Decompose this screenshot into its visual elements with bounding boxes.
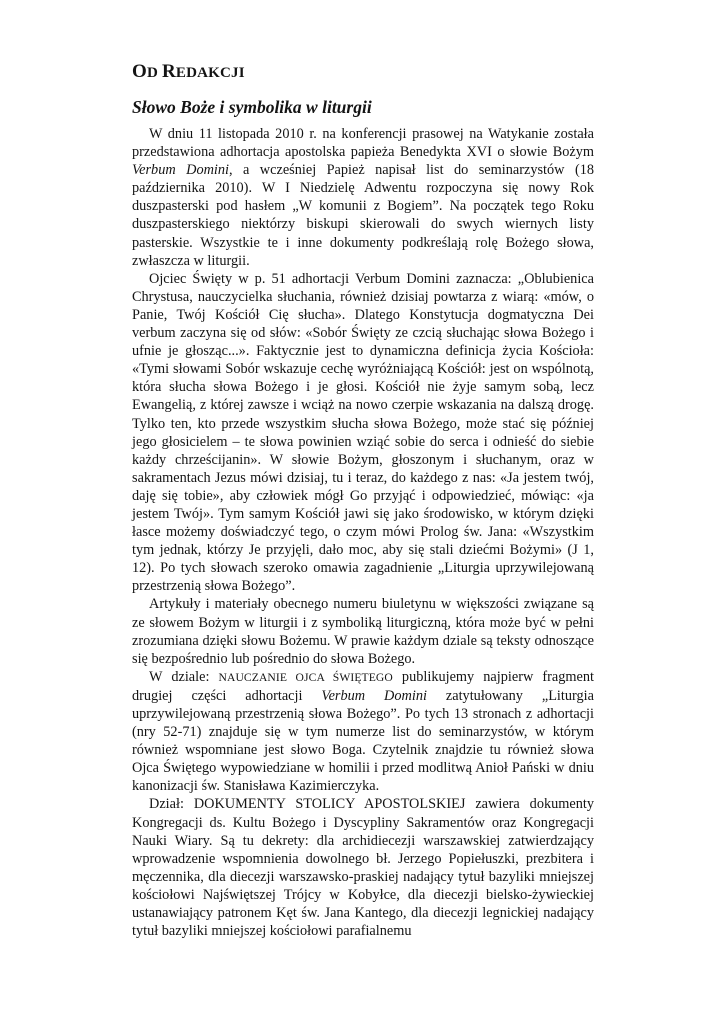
paragraph-4-part-a: W dziale: <box>149 668 219 685</box>
article-body <box>132 125 594 940</box>
paragraph-4 <box>132 668 594 796</box>
paragraph-4-part-b: publikujemy najpierw fragment drugiej części adhortacji <box>132 668 594 704</box>
paragraph-1-part-c: , a wcześniej Papież napisał list do seminarzystów (18 października 2010). W I Niedzielę Adwentu rozpoczyna się nowy Rok duszpasterski pod hasłem „W komunii z Bogiem”. Na początek tego Roku duszpasterskiego niektórzy biskupi skierowali do swych wiernych listy pasterskie. Wszystkie te i inne dokumenty podkreślają rolę Bożego słowa, zwłaszcza w liturgii. <box>132 162 594 269</box>
paragraph-3: Artykuły i materiały obecnego numeru biuletynu w większości związane są ze słowem Bożym w liturgii i z symboliką liturgiczną, która może być w pełni zrozumiana dzięki słowu Bożemu. W prawie każdym dziale są teksty odnoszące się bezpośrednio lub pośrednio do słowa Bożego. <box>132 596 594 667</box>
document-page <box>132 58 594 940</box>
paragraph-1-part-a: W dniu 11 listopada 2010 r. na konferencji prasowej na Watykanie została przedstawiona adhortacja apostolska papieża Benedykta XVI o słowie Bożym <box>132 126 594 161</box>
section-title-rest-2: EDAKCJI <box>175 65 245 81</box>
section-title-rest-1: D <box>146 65 162 81</box>
paragraph-5: Dział: DOKUMENTY STOLICY APOSTOLSKIEJ zawiera dokumenty Kongregacji ds. Kultu Bożego i Dyscypliny Sakramentów oraz Kongregacji Nauki Wiary. Są tu dekrety: dla archidiecezji warszawskiej zatwierdzający wprowadzenie wspomnienia dowolnego bł. Jerzego Popiełuszki, prezbitera i męczennika, dla diecezji warszawsko-praskiej nadający tytuł bazyliki mniejszej kościołowi Najświętszej Trójcy w Kobyłce, dla diecezji bielsko-żywieckiej ustanawiający patronem Kęt św. Jana Kantego, dla diecezji legnickiej nadający tytuł bazyliki mniejszej kościołowi parafialnemu <box>132 796 594 940</box>
paragraph-4-italic: Verbum Domini <box>321 687 427 704</box>
paragraph-4-part-c: zatytułowany „Liturgia uprzywilejowaną przestrzenią słowa Bożego”. Po tych 13 stronach z adhortacji (nry 52-71) znajduje się w tym numerze list do seminarzystów, w którym również wspomniane jest słowo Boga. Czytelnik znajdzie tu również słowa Ojca Świętego wypowiedziane w homilii i przed modlitwą Anioł Pański w dniu kanonizacji św. Stanisława Kazimierczyka. <box>132 687 594 795</box>
paragraph-4-caps: NAUCZANIE OJCA ŚWIĘTEGO <box>218 670 393 684</box>
section-title-initial-1: O <box>132 61 147 82</box>
paragraph-1-italic: Verbum Domini <box>132 162 230 179</box>
article-title: Słowo Boże i symbolika w liturgii <box>132 97 372 117</box>
section-title <box>132 58 594 87</box>
paragraph-2: Ojciec Święty w p. 51 adhortacji Verbum Domini zaznacza: „Oblubienica Chrystusa, nauczycielka słuchania, również dzisiaj powtarza z wiarą: «mów, o Panie, Twój Kościół Cię słucha». Dlatego Konstytucja dogmatyczna Dei verbum zaczyna się od słów: «Sobór Święty ze czcią słuchając słowa Bożego i ufnie je głosząc...». Faktycznie jest to dynamiczna definicja życia Kościoła: «Tymi słowami Sobór wskazuje cechę wyróżniającą Kościół: jest on wspólnotą, która słucha słowa Bożego i je głosi. Kościół nie żyje samym sobą, lecz Ewangelią, z której zawsze i wciąż na nowo czerpie wskazania na dalszą drogę. Tylko ten, kto przede wszystkim słucha słowa Bożego, może stać się później jego głosicielem – te słowa powinien wziąć sobie do serca i odnieść do siebie każdy chrześcijanin». W słowie Bożym, głoszonym i słuchanym, oraz w sakramentach Jezus mówi dzisiaj, tu i teraz, do każdego z nas: «Ja jestem twój, daję się tobie», aby człowiek mógł Go przyjąć i odpowiedzieć, mówiąc: «ja jestem Twój». Tym samym Kościół jawi się jako środowisko, w którym dzięki łasce możemy doświadczyć tego, o czym mówi Prolog św. Jana: «Wszystkim tym jednak, którzy Je przyjęli, dało moc, aby się stali dziećmi Bożymi» (J 1, 12). Po tych słowach szeroko omawia zagadnienie „Liturgia uprzywilejowaną przestrzenią słowa Bożego”. <box>132 270 594 595</box>
paragraph-1 <box>132 125 594 270</box>
section-title-initial-2: R <box>161 61 176 82</box>
